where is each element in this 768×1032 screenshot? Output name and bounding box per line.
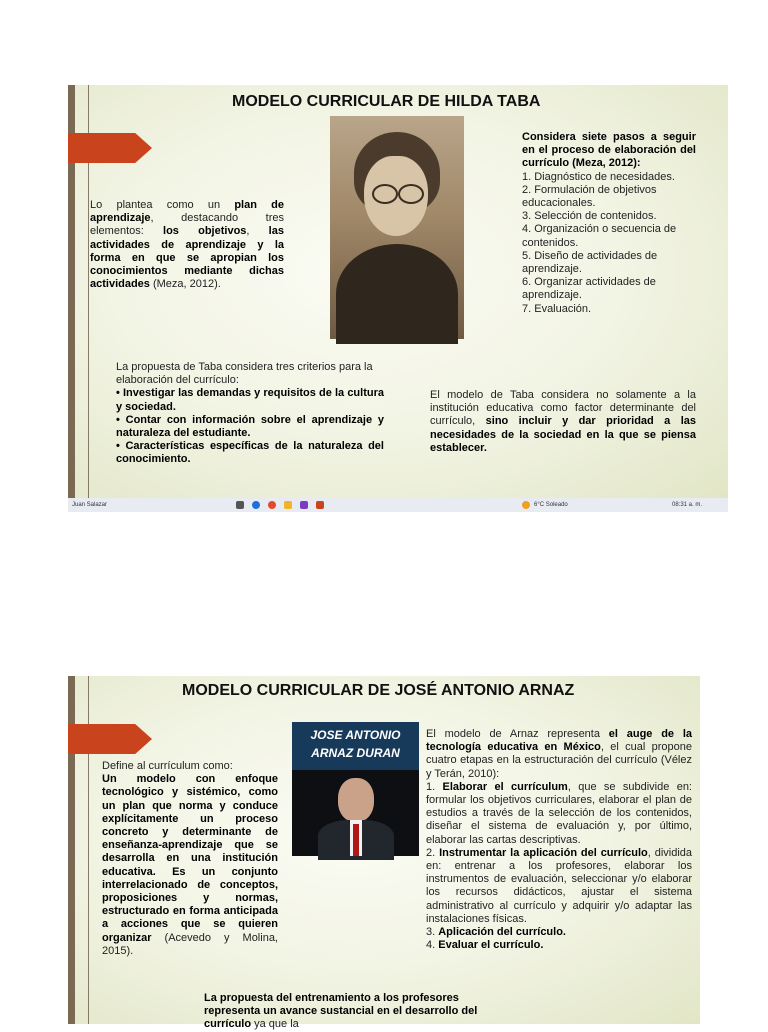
slide-hilda-taba <box>68 85 728 498</box>
arnaz-bottom-note: La propuesta del entrenamiento a los profesores representa un avance sustancial en el desarrollo del currículo ya que la <box>204 992 478 1031</box>
taskbar-clock: 08:31 a. m. <box>672 502 703 508</box>
taba-criteria-intro: La propuesta de Taba considera tres criterios para la elaboración del currículo: <box>116 361 373 387</box>
taskview-icon[interactable] <box>236 501 244 509</box>
list-item: 4. Organización o secuencia de contenidos. <box>522 223 677 249</box>
taba-society-note: El modelo de Taba considera no solamente a la institución educativa como factor determinante del currículo, sino incluir y dar prioridad a las necesidades de la sociedad en la que se piensa establecer. <box>430 389 696 454</box>
slide-title: MODELO CURRICULAR DE HILDA TABA <box>232 93 541 110</box>
taskbar-weather: 6°C Soleado <box>534 502 568 508</box>
store-icon[interactable] <box>300 501 308 509</box>
list-item: 7. Evaluación. <box>522 302 592 315</box>
arnaz-stages-block <box>426 728 692 952</box>
red-arrow-decoration <box>68 724 152 754</box>
list-item: • Investigar las demandas y requisitos de la cultura y sociedad. <box>116 387 384 413</box>
photo-caption-line1: JOSE ANTONIO <box>310 728 401 742</box>
arnaz-stage-1: 1. Elaborar el currículum, que se subdivide en: formular los objetivos curriculares, elaborar el plan de estudios a través de la selección de los contenidos, diseñar el sistema de evaluación y, por último, elaborar las cartas descriptivas. <box>426 780 692 846</box>
list-item: 5. Diseño de actividades de aprendizaje. <box>522 249 658 276</box>
powerpoint-icon[interactable] <box>316 501 324 509</box>
list-item: 2. Formulación de objetivos educacionales. <box>522 183 657 210</box>
edge-icon[interactable] <box>252 501 260 509</box>
arnaz-stage-4: 4. Evaluar el currículo. <box>426 939 544 952</box>
list-item: 6. Organizar actividades de aprendizaje. <box>522 276 656 302</box>
arnaz-intro: El modelo de Arnaz representa el auge de la tecnología educativa en México, el cual propone cuatro etapas en la estructuración del currículo (Vélez y Terán, 2010): <box>426 728 692 780</box>
photo-caption-line2: ARNAZ DURAN <box>311 746 400 760</box>
taba-steps-block <box>522 131 696 316</box>
hilda-taba-photo <box>330 116 464 339</box>
arnaz-photo <box>292 722 419 856</box>
arnaz-definition: Un modelo con enfoque tecnológico y sistémico, como un plan que norma y conduce explícitamente un proceso concreto y determinante de enseñanza-aprendizaje que se desarrolla en una institución educativa. Es un conjunto interrelacionado de conceptos, proposiciones y normas, estructurado en forma anticipada a acciones que se quieren organizar (Acevedo y Molina, 2015). <box>102 773 278 957</box>
taba-definition: Lo plantea como un plan de aprendizaje, destacando tres elementos: los objetivos, las actividades de aprendizaje y la forma en que se apropian los conocimientos mediante dichas actividades (Meza, 2012). <box>90 199 284 291</box>
list-item: 3. Selección de contenidos. <box>522 210 657 223</box>
list-item: • Características específicas de la naturaleza del conocimiento. <box>116 440 384 466</box>
arnaz-define-intro: Define al currículum como: <box>102 760 233 772</box>
slide-title: MODELO CURRICULAR DE JOSÉ ANTONIO ARNAZ <box>182 682 575 699</box>
taskbar-user: Juan Salazar <box>72 502 108 508</box>
arnaz-definition-block <box>102 760 278 958</box>
arnaz-stage-3: 3. Aplicación del currículo. <box>426 926 566 939</box>
red-arrow-decoration <box>68 133 152 163</box>
taba-criteria-list <box>116 387 384 466</box>
list-item: 1. Diagnóstico de necesidades. <box>522 170 675 183</box>
taskbar <box>68 498 728 512</box>
folder-icon[interactable] <box>284 501 292 509</box>
taba-steps-list <box>522 171 696 316</box>
taba-steps-heading: Considera siete pasos a seguir en el proceso de elaboración del currículo (Meza, 2012): <box>522 131 696 170</box>
chrome-icon[interactable] <box>268 501 276 509</box>
arnaz-stage-2: 2. Instrumentar la aplicación del currículo, dividida en: entrenar a los profesores, elaborar los instrumentos de evaluación, seleccionar y/o elaborar los recursos didácticos, ajustar el sistema administrativo al currículo y adquirir y/o adaptar las instalaciones físicas. <box>426 846 693 925</box>
slide-arnaz <box>68 676 700 1031</box>
taba-criteria-block <box>116 361 384 467</box>
list-item: • Contar con información sobre el aprendizaje y naturaleza del estudiante. <box>116 413 384 440</box>
weather-icon <box>522 501 530 509</box>
